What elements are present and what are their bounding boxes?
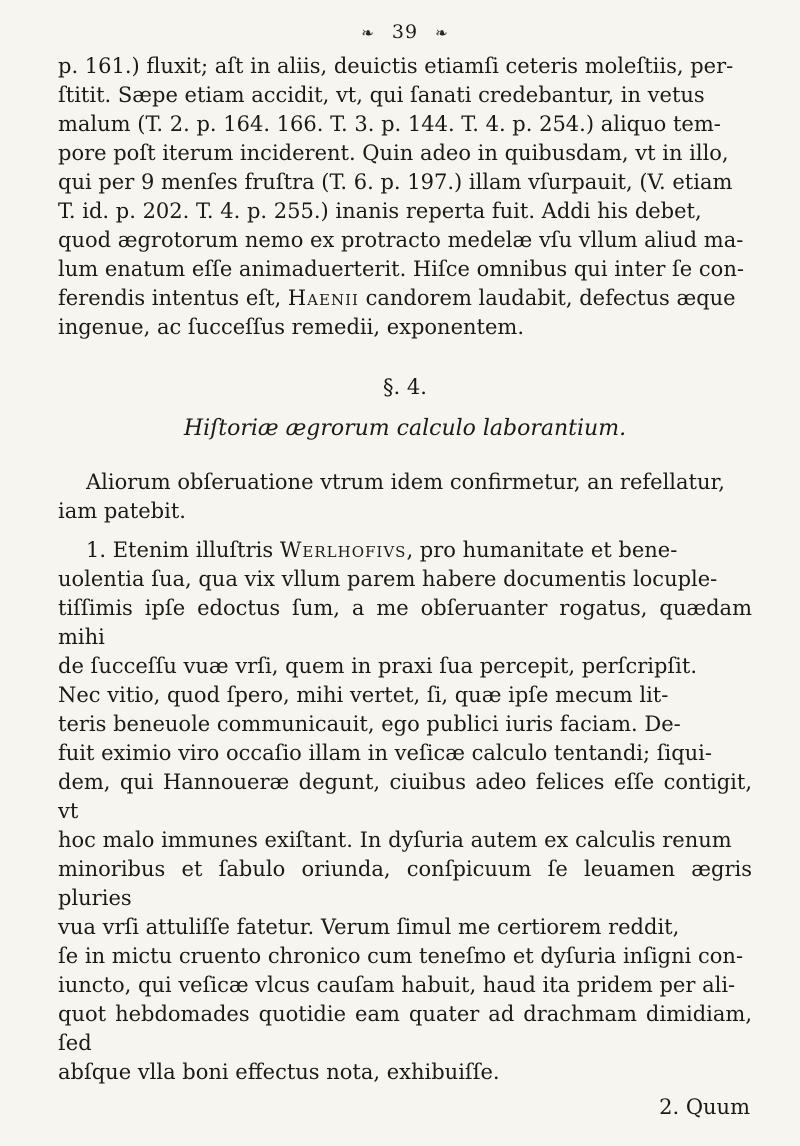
text-line: quod ægrotorum nemo ex protracto medelæ vſu vllum aliud ma- — [58, 228, 744, 252]
text-line: Nec vitio, quod ſpero, mihi vertet, ſi, quæ ipſe mecum lit- — [58, 683, 669, 707]
section-number: §. 4. — [383, 375, 427, 399]
text-line: fuit eximio viro occaſio illam in veſicæ calculo tentandi; ſiqui- — [58, 741, 712, 765]
text-line: malum (T. 2. p. 164. 166. T. 3. p. 144. T. 4. p. 254.) aliquo tem- — [58, 112, 721, 136]
text-line — [58, 536, 752, 565]
text-line: Aliorum obſeruatione vtrum idem confirmetur, an refellatur, — [86, 470, 725, 494]
author-name-haenius: Haenii — [287, 286, 359, 310]
page-header — [58, 18, 752, 46]
catchword: 2. Quum — [659, 1095, 750, 1119]
text-line: de ſucceſſu vuæ vrſi, quem in praxi ſua percepit, perſcripſit. — [58, 654, 698, 678]
section-title: Hiſtoriæ ægrorum calculo laborantium. — [183, 416, 627, 441]
page-number: 39 — [391, 21, 419, 43]
text-line — [58, 284, 752, 313]
text-line: minoribus et ſabulo oriunda, conſpicuum ſe leuamen ægris pluries — [58, 857, 752, 910]
text-line: T. id. p. 202. T. 4. p. 255.) inanis reperta fuit. Addi his debet, — [58, 199, 702, 223]
text-line: quot hebdomades quotidie eam quater ad drachmam dimidiam, ſed — [58, 1002, 752, 1055]
paragraph-1 — [58, 52, 752, 342]
ornament-left-icon: ❧ — [361, 24, 375, 42]
text-line: abſque vlla boni effectus nota, exhibuiſſe. — [58, 1060, 500, 1084]
text-line: ſe in mictu cruento chronico cum teneſmo et dyſuria inſigni con- — [58, 944, 744, 968]
text-line: ingenue, ac ſucceſſus remedii, exponentem. — [58, 315, 524, 339]
text-fragment: ferendis intentus eſt, — [58, 286, 288, 310]
author-name-werlhof: Werlhofivs — [279, 538, 407, 562]
text-line: tiſſimis ipſe edoctus ſum, a me obſeruanter rogatus, quædam mihi — [58, 596, 752, 649]
text-fragment: candorem laudabit, defectus æque — [358, 286, 736, 310]
paragraph-3 — [58, 536, 752, 1087]
text-line: dem, qui Hannoueræ degunt, ciuibus adeo felices eſſe contigit, vt — [58, 770, 752, 823]
text-line: iam patebit. — [58, 499, 186, 523]
text-line: uolentia ſua, qua vix vllum parem habere documentis locuple- — [58, 567, 718, 591]
text-line: pore poſt iterum inciderent. Quin adeo in quibusdam, vt in illo, — [58, 141, 729, 165]
text-line: teris beneuole communicauit, ego publici iuris faciam. De- — [58, 712, 681, 736]
text-line: iuncto, qui veſicæ vlcus cauſam habuit, haud ita pridem per ali- — [58, 973, 736, 997]
ornament-right-icon: ❧ — [435, 24, 449, 42]
text-fragment: , pro humanitate et bene- — [406, 538, 678, 562]
text-line: hoc malo immunes exiſtant. In dyſuria autem ex calculis renum — [58, 828, 732, 852]
text-line: lum enatum eſſe animaduerterit. Hiſce omnibus qui inter ſe con- — [58, 257, 744, 281]
text-line: p. 161.) fluxit; aſt in aliis, deuictis etiamſi ceteris moleſtiis, per- — [58, 54, 734, 78]
text-fragment: 1. Etenim illuſtris — [86, 538, 280, 562]
text-line: ſtitit. Sæpe etiam accidit, vt, qui ſanati credebantur, in vetus — [58, 83, 705, 107]
text-line: vua vrſi attuliſſe fatetur. Verum ſimul me certiorem reddit, — [58, 915, 680, 939]
text-line: qui per 9 menſes fruſtra (T. 6. p. 197.) illam vſurpauit, (V. etiam — [58, 170, 733, 194]
paragraph-2 — [58, 468, 752, 526]
